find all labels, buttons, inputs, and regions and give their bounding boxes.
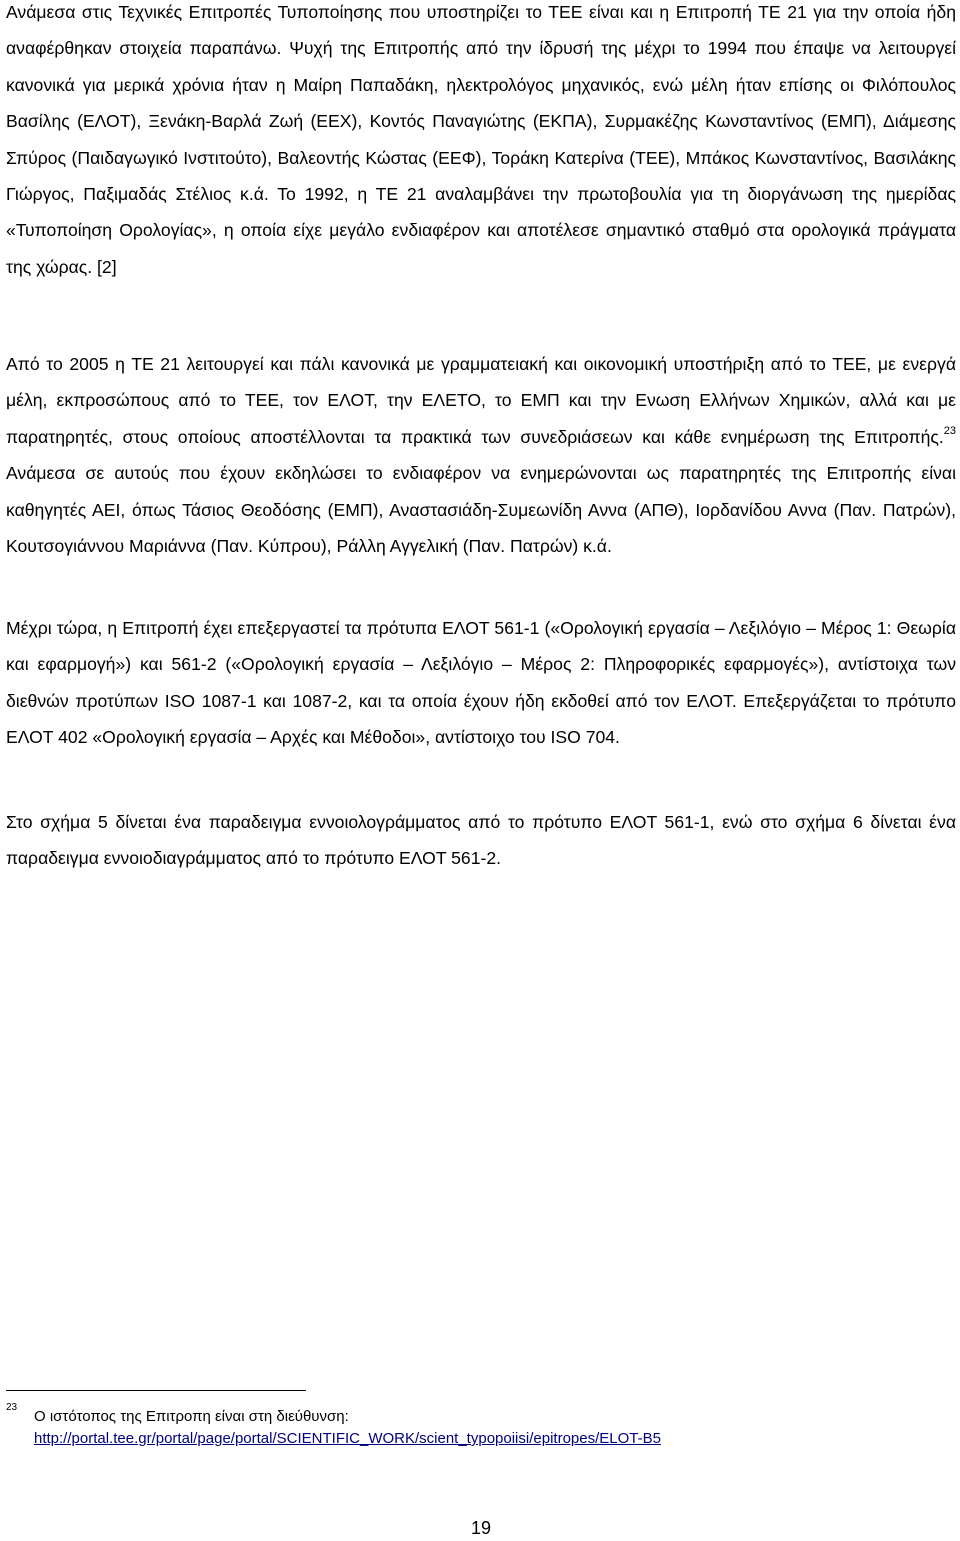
paragraph-text: Μέχρι τώρα, η Επιτροπή έχει επεξεργαστεί τα πρότυπα ΕΛΟΤ 561-1 («Ορολογική εργασία – Λεξιλόγιο – Μέρος 1: Θεωρία και εφαρμογή») και 561-2 («Ορολογική εργασία – Λεξιλόγιο – Μέρος 2: Πληροφορικές εφαρμογές»), αντίστοιχα των διεθνών προτύπων ISO 1087-1 και 1087-2, και τα οποία έχουν ήδη εκδοθεί από τον ΕΛΟΤ. Επεξεργάζεται το πρότυπο ΕΛΟΤ 402 «Ορολογική εργασία – Αρχές και Μέθοδοι», αντίστοιχο του ISO 704. [6,618,956,748]
paragraph-text: Από το 2005 η ΤΕ 21 λειτουργεί και πάλι κανονικά με γραμματειακή και οικονομική υποστήριξη από το ΤΕΕ, με ενεργά μέλη, εκπροσώπους από το ΤΕΕ, τον ΕΛΟΤ, την ΕΛΕΤΟ, το ΕΜΠ και την Ενωση Ελλήνων Χημικών, αλλά και με παρατηρητές, στους οποίους αποστέλλονται τα πρακτικά των συνεδριάσεων και κάθε ενημέρωση της Επιτροπής. [6,354,956,447]
paragraph-committee-history [6,0,956,285]
footnote-reference[interactable]: 23 [943,424,956,437]
footnote-body [34,1406,954,1450]
paragraph-standards [6,610,956,756]
page-number: 19 [470,1518,492,1538]
paragraph-text: Ανάμεσα στις Τεχνικές Επιτροπές Τυποποίησης που υποστηρίζει το ΤΕΕ είναι και η Επιτροπή ΤΕ 21 για την οποία ήδη αναφέρθηκαν στοιχεία παραπάνω. Ψυχή της Επιτροπής από την ίδρυσή της μέχρι το 1994 που έπαψε να λειτουργεί κανονικά για μερικά χρόνια ήταν η Μαίρη Παπαδάκη, ηλεκτρολόγος μηχανικός, ενώ μέλη ήταν επίσης οι Φιλόπουλος Βασίλης (ΕΛΟΤ), Ξενάκη-Βαρλά Ζωή (ΕΕΧ), Κοντός Παναγιώτης (ΕΚΠΑ), Συρμακέζης Κωνσταντίνος (ΕΜΠ), Διάμεσης Σπύρος (Παιδαγωγικό Ινστιτούτο), Βαλεοντής Κώστας (ΕΕΦ), Τοράκη Κατερίνα (ΤΕΕ), Μπάκος Κωνσταντίνος, Βασιλάκης Γιώργος, Παξιμαδάς Στέλιος κ.ά. Το 1992, η ΤΕ 21 αναλαμβάνει την πρωτοβουλία για τη διοργάνωση της ημερίδας «Τυποποίηση Ορολογίας», η οποία είχε μεγάλο ενδιαφέρον και αποτέλεσε σημαντικό σταθμό στα ορολογικά πράγματα της χώρας. [2] [6,2,956,277]
footnote-separator [6,1390,306,1391]
footnote-mark: 23 [6,1402,18,1413]
footnote-link[interactable]: http://portal.tee.gr/portal/page/portal/SCIENTIFIC_WORK/scient_typopoiisi/epitropes/ELOT-B5 [34,1430,661,1447]
paragraph-text-continued: Ανάμεσα σε αυτούς που έχουν εκδηλώσει το ενδιαφέρον να ενημερώνονται ως παρατηρητές της Επιτροπής είναι καθηγητές ΑΕΙ, όπως Τάσιος Θεοδόσης (ΕΜΠ), Αναστασιάδη-Συμεωνίδη Αννα (ΑΠΘ), Ιορδανίδου Αννα (Παν. Πατρών), Κουτσογιάννου Μαριάννα (Παν. Κύπρου), Ράλλη Αγγελική (Παν. Πατρών) κ.ά. [6,463,956,557]
paragraph-figures [6,804,956,877]
paragraph-text: Στο σχήμα 5 δίνεται ένα παραδειγμα εννοιολογράμματος από το πρότυπο ΕΛΟΤ 561-1, ενώ στο σχήμα 6 δίνεται ένα παραδειγμα εννοιοδιαγράμματος από το πρότυπο ΕΛΟΤ 561-2. [6,812,956,869]
paragraph-committee-2005 [6,346,956,564]
footnote-text: Ο ιστότοπος της Επιτροπη είναι στη διεύθυνση: [34,1408,349,1425]
